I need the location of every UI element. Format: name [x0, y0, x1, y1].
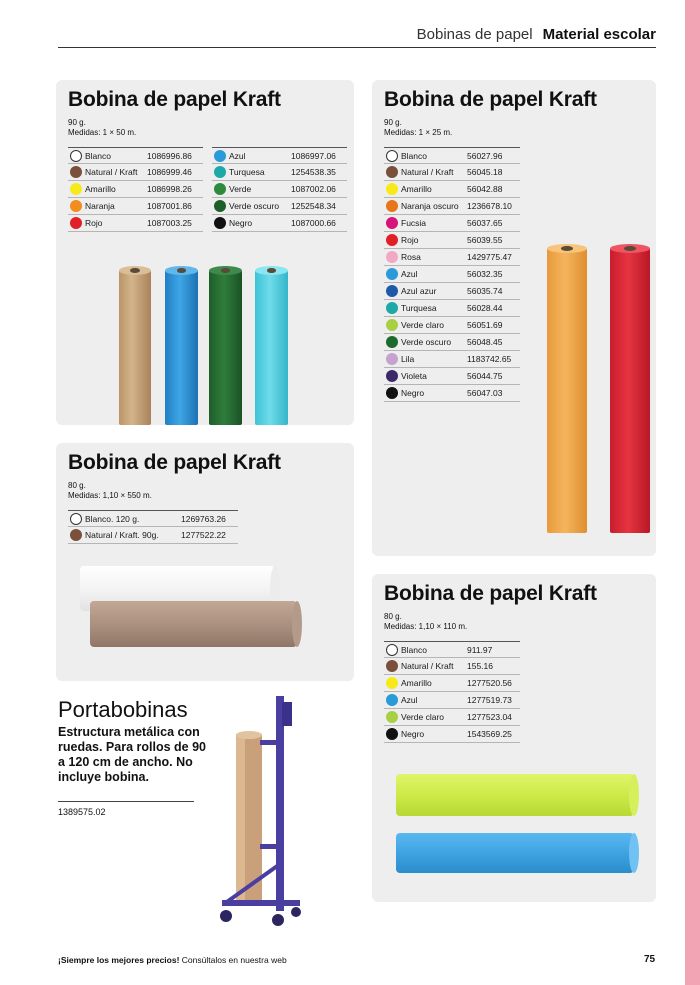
color-row [212, 164, 347, 181]
color-name: Verde oscuro [229, 201, 280, 211]
product-card-kraft-1x50 [56, 80, 354, 425]
product-code: 1086996.86 [147, 151, 192, 161]
product-code: 56037.65 [467, 218, 503, 228]
color-name: Negro [401, 388, 425, 398]
product-title: Bobina de papel Kraft [384, 582, 597, 605]
footer-text: Consúltalos en nuestra web [179, 955, 287, 965]
color-name: Natural / Kraft [85, 167, 138, 177]
color-swatch [386, 302, 398, 314]
color-name: Rojo [85, 218, 103, 228]
product-code: 56045.18 [467, 167, 503, 177]
product-card-kraft-110x550 [56, 443, 354, 681]
product-code: 1236678.10 [467, 201, 512, 211]
color-swatch [386, 728, 398, 740]
product-code: 56042.88 [467, 184, 503, 194]
color-row [384, 658, 520, 675]
color-swatch [386, 150, 398, 162]
product-weight: 90 g. [384, 118, 402, 127]
color-row [212, 181, 347, 198]
product-specs [68, 481, 152, 501]
color-row [212, 147, 347, 164]
product-code: 56048.45 [467, 337, 503, 347]
color-row [384, 232, 520, 249]
color-name: Azul [401, 695, 418, 705]
product-weight: 80 g. [384, 612, 402, 621]
product-code: 1087001.86 [147, 201, 192, 211]
color-row [384, 368, 520, 385]
color-row [384, 215, 520, 232]
color-row [384, 181, 520, 198]
color-name: Azul azur [401, 286, 437, 296]
color-swatch [386, 370, 398, 382]
color-swatch [386, 353, 398, 365]
color-name: Negro [229, 218, 253, 228]
color-name: Verde claro [401, 320, 444, 330]
color-swatch [386, 268, 398, 280]
product-code: 56032.35 [467, 269, 503, 279]
color-name: Naranja oscuro [401, 201, 459, 211]
roll-holder-image [218, 694, 303, 926]
product-code: 1277522.22 [181, 530, 226, 540]
color-name: Azul [229, 151, 246, 161]
footer-slogan: ¡Siempre los mejores precios! [58, 955, 180, 965]
roll-orange-image [547, 248, 587, 533]
color-name: Fucsia [401, 218, 427, 228]
color-row [384, 334, 520, 351]
color-swatch [70, 529, 82, 541]
color-swatch [70, 200, 82, 212]
color-table [384, 147, 520, 402]
color-swatch [386, 387, 398, 399]
product-size: Medidas: 1,10 × 550 m. [68, 491, 152, 500]
color-row [384, 351, 520, 368]
color-name: Natural / Kraft [401, 167, 454, 177]
product-code: 155.16 [467, 661, 493, 671]
color-swatch [386, 711, 398, 723]
product-size: Medidas: 1,10 × 110 m. [384, 622, 468, 631]
color-row [384, 164, 520, 181]
color-name: Violeta [401, 371, 427, 381]
product-code: 56051.69 [467, 320, 503, 330]
product-code: 1086998.26 [147, 184, 192, 194]
color-row [212, 198, 347, 215]
color-row [68, 147, 203, 164]
color-row [384, 300, 520, 317]
color-row [68, 198, 203, 215]
color-swatch [386, 200, 398, 212]
color-row [68, 181, 203, 198]
color-row [384, 283, 520, 300]
product-code: 1086997.06 [291, 151, 336, 161]
color-swatch [386, 319, 398, 331]
product-title: Bobina de papel Kraft [68, 451, 281, 474]
color-row [68, 215, 203, 232]
roll-blue-wide-image [396, 833, 634, 873]
product-code: 1277520.56 [467, 678, 512, 688]
color-name: Verde claro [401, 712, 444, 722]
color-swatch [70, 183, 82, 195]
page-number: 75 [644, 954, 656, 965]
color-swatch [386, 285, 398, 297]
color-table [68, 510, 238, 544]
product-code: 1087000.66 [291, 218, 336, 228]
color-name: Rojo [401, 235, 419, 245]
color-row [384, 726, 520, 743]
color-swatch [214, 166, 226, 178]
color-row [384, 692, 520, 709]
color-swatch [386, 166, 398, 178]
color-row [384, 385, 520, 402]
product-specs [68, 118, 136, 138]
product-title: Bobina de papel Kraft [384, 88, 597, 111]
color-swatch [214, 150, 226, 162]
product-code: 56044.75 [467, 371, 503, 381]
product-size: Medidas: 1 × 50 m. [68, 128, 137, 137]
color-name: Blanco [401, 151, 427, 161]
color-name: Lila [401, 354, 415, 364]
color-swatch [70, 513, 82, 525]
page-header [58, 26, 656, 48]
product-code: 911.97 [467, 645, 493, 655]
color-swatch [214, 200, 226, 212]
category-name: Material escolar [542, 26, 656, 43]
color-swatch [70, 166, 82, 178]
side-color-strip [685, 0, 700, 985]
product-code: 56027.96 [467, 151, 503, 161]
color-swatch [386, 677, 398, 689]
roll-green-image [209, 270, 242, 425]
product-code: 1269763.26 [181, 514, 226, 524]
color-swatch [386, 251, 398, 263]
product-code: 1277519.73 [467, 695, 512, 705]
color-swatch [386, 694, 398, 706]
divider [58, 801, 194, 802]
color-name: Turquesa [229, 167, 265, 177]
color-row [68, 510, 238, 527]
color-swatch [386, 183, 398, 195]
color-row [384, 147, 520, 164]
roll-kraft-image [119, 270, 151, 425]
product-size: Medidas: 1 × 25 m. [384, 128, 453, 137]
color-name: Natural / Kraft. 90g. [85, 530, 159, 540]
product-card-kraft-1x25 [372, 80, 656, 556]
color-table-left [68, 147, 203, 232]
color-swatch [386, 234, 398, 246]
product-specs [384, 612, 467, 632]
color-name: Turquesa [401, 303, 437, 313]
section-breadcrumb [417, 26, 656, 43]
section-name: Bobinas de papel [416, 26, 533, 43]
product-weight: 90 g. [68, 118, 86, 127]
color-row [384, 675, 520, 692]
color-name: Negro [401, 729, 425, 739]
roll-kraft-wide-image [90, 601, 297, 647]
product-code: 1087002.06 [291, 184, 336, 194]
color-row [68, 164, 203, 181]
color-swatch [214, 183, 226, 195]
color-name: Verde [229, 184, 252, 194]
color-swatch [386, 644, 398, 656]
color-row [384, 249, 520, 266]
roll-turquoise-image [255, 270, 288, 425]
color-swatch [70, 217, 82, 229]
product-code: 1277523.04 [467, 712, 512, 722]
product-code: 1543569.25 [467, 729, 512, 739]
color-swatch [214, 217, 226, 229]
product-code: 1183742.65 [467, 354, 512, 364]
color-row [212, 215, 347, 232]
color-swatch [70, 150, 82, 162]
color-name: Amarillo [85, 184, 116, 194]
product-code: 1087003.25 [147, 218, 192, 228]
color-table-right [212, 147, 347, 232]
color-name: Blanco [85, 151, 111, 161]
product-code: 56047.03 [467, 388, 503, 398]
color-row [384, 198, 520, 215]
color-name: Amarillo [401, 678, 432, 688]
color-swatch [386, 336, 398, 348]
portabobinas-title: Portabobinas [58, 697, 188, 722]
product-code: 1429775.47 [467, 252, 512, 262]
color-row [384, 266, 520, 283]
color-row [384, 317, 520, 334]
color-row [68, 527, 238, 544]
portabobinas-code: 1389575.02 [58, 807, 106, 817]
product-code: 56028.44 [467, 303, 503, 313]
footer-note [58, 955, 287, 965]
product-code: 1252548.34 [291, 201, 336, 211]
color-table [384, 641, 520, 743]
product-specs [384, 118, 452, 138]
portabobinas-description: Estructura metálica con ruedas. Para rollos de 90 a 120 cm de ancho. No incluye bobina. [58, 725, 206, 784]
color-name: Blanco [401, 645, 427, 655]
color-name: Azul [401, 269, 418, 279]
color-row [384, 641, 520, 658]
product-code: 56039.55 [467, 235, 503, 245]
product-code: 56035.74 [467, 286, 503, 296]
roll-blue-image [165, 270, 198, 425]
color-swatch [386, 217, 398, 229]
product-title: Bobina de papel Kraft [68, 88, 281, 111]
product-code: 1086999.46 [147, 167, 192, 177]
color-row [384, 709, 520, 726]
product-weight: 80 g. [68, 481, 86, 490]
color-name: Amarillo [401, 184, 432, 194]
product-code: 1254538.35 [291, 167, 336, 177]
color-name: Naranja [85, 201, 115, 211]
color-name: Rosa [401, 252, 421, 262]
color-name: Natural / Kraft [401, 661, 454, 671]
color-name: Verde oscuro [401, 337, 452, 347]
color-name: Blanco. 120 g. [85, 514, 140, 524]
product-card-kraft-110x110 [372, 574, 656, 902]
color-swatch [386, 660, 398, 672]
roll-lime-image [396, 774, 634, 816]
roll-red-image [610, 248, 650, 533]
